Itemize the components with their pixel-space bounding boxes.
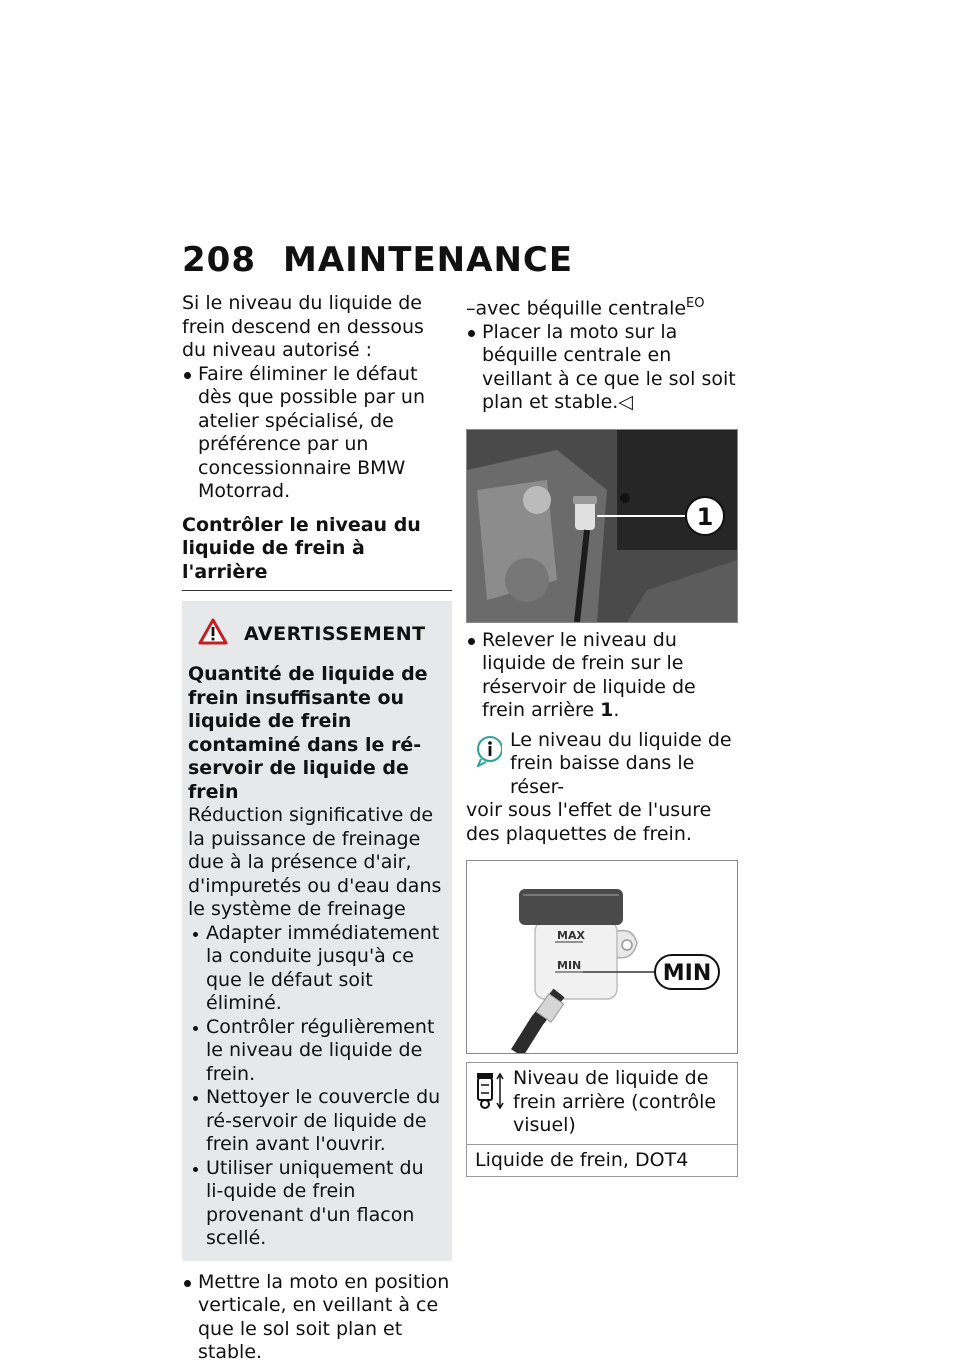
spec-table	[466, 1062, 738, 1177]
bullet-center-stand: Placer la moto sur la béquille centrale en veillant à ce que le sol soit plan et stable.◁	[466, 321, 738, 415]
reservoir-level-icon	[473, 1067, 513, 1138]
bullet-upright-position: Mettre la moto en position verticale, en veillant à ce que le sol soit plan et stable.	[182, 1271, 452, 1365]
info-icon	[476, 735, 502, 774]
section-title: MAINTENANCE	[283, 240, 574, 280]
reservoir-diagram	[467, 861, 737, 1053]
spec-row-label	[467, 1063, 737, 1145]
warning-title: AVERTISSEMENT	[244, 623, 426, 646]
min-callout: MIN	[662, 961, 712, 987]
photo-reservoir-min-level	[466, 860, 738, 1054]
spec-value: Liquide de frein, DOT4	[475, 1148, 689, 1171]
intro-text: Si le niveau du liquide de frein descend en dessous du niveau autorisé :	[182, 292, 424, 361]
rear-reservoir-photo-illustration	[467, 430, 737, 622]
warning-item: Nettoyer le couvercle du ré-servoir de liquide de frein avant l'ouvrir.	[188, 1086, 446, 1157]
warning-item: Utiliser uniquement du li-quide de frein provenant d'un flacon scellé.	[188, 1157, 446, 1251]
warning-body: Réduction significative de la puissance de freinage due à la présence d'air, d'impuretés ou d'eau dans le système de freinage	[188, 804, 442, 920]
left-column	[182, 292, 452, 1365]
warning-box	[182, 601, 452, 1261]
warning-item: Contrôler régulièrement le niveau de liquide de frein.	[188, 1016, 446, 1087]
option-line: –avec béquille centrale$^{EO}$	[466, 296, 705, 320]
right-column	[466, 292, 738, 1177]
min-mark: MIN	[557, 959, 582, 973]
bullet-fix-defect: Faire éliminer le défaut dès que possible par un atelier spécialisé, de préférence par un concessionnaire BMW Motorrad.	[182, 363, 452, 504]
page-number: 208	[182, 240, 256, 280]
spec-label: Niveau de liquide de frein arrière (contrôle visuel)	[513, 1067, 717, 1137]
warning-item: Adapter immédiatement la conduite jusqu'à ce que le défaut soit éliminé.	[188, 922, 446, 1016]
divider	[182, 590, 452, 591]
warning-header	[188, 615, 446, 655]
bullet-read-level: Relever le niveau du liquide de frein sur le réservoir de liquide de frein arrière 1.	[466, 629, 738, 723]
option-code: EO	[686, 296, 705, 311]
info-note	[466, 729, 738, 847]
note-first-line: Le niveau du liquide de frein baisse dans le réser-	[510, 728, 732, 798]
warning-triangle-icon	[198, 618, 228, 652]
end-mark: ◁	[618, 391, 633, 414]
photo-callout-1: 1	[696, 502, 714, 531]
warning-subtitle: Quantité de liquide de frein insuffisante ou liquide de frein contaminé dans le ré-servoir de liquide de frein	[188, 663, 428, 803]
note-rest: voir sous l'effet de l'usure des plaquettes de frein.	[466, 799, 712, 845]
max-mark: MAX	[557, 929, 585, 943]
subheading-rear-brake-fluid: Contrôler le niveau du liquide de frein à l'arrière	[182, 513, 421, 583]
photo-rear-reservoir	[466, 429, 738, 623]
reference-number: 1	[600, 699, 614, 722]
